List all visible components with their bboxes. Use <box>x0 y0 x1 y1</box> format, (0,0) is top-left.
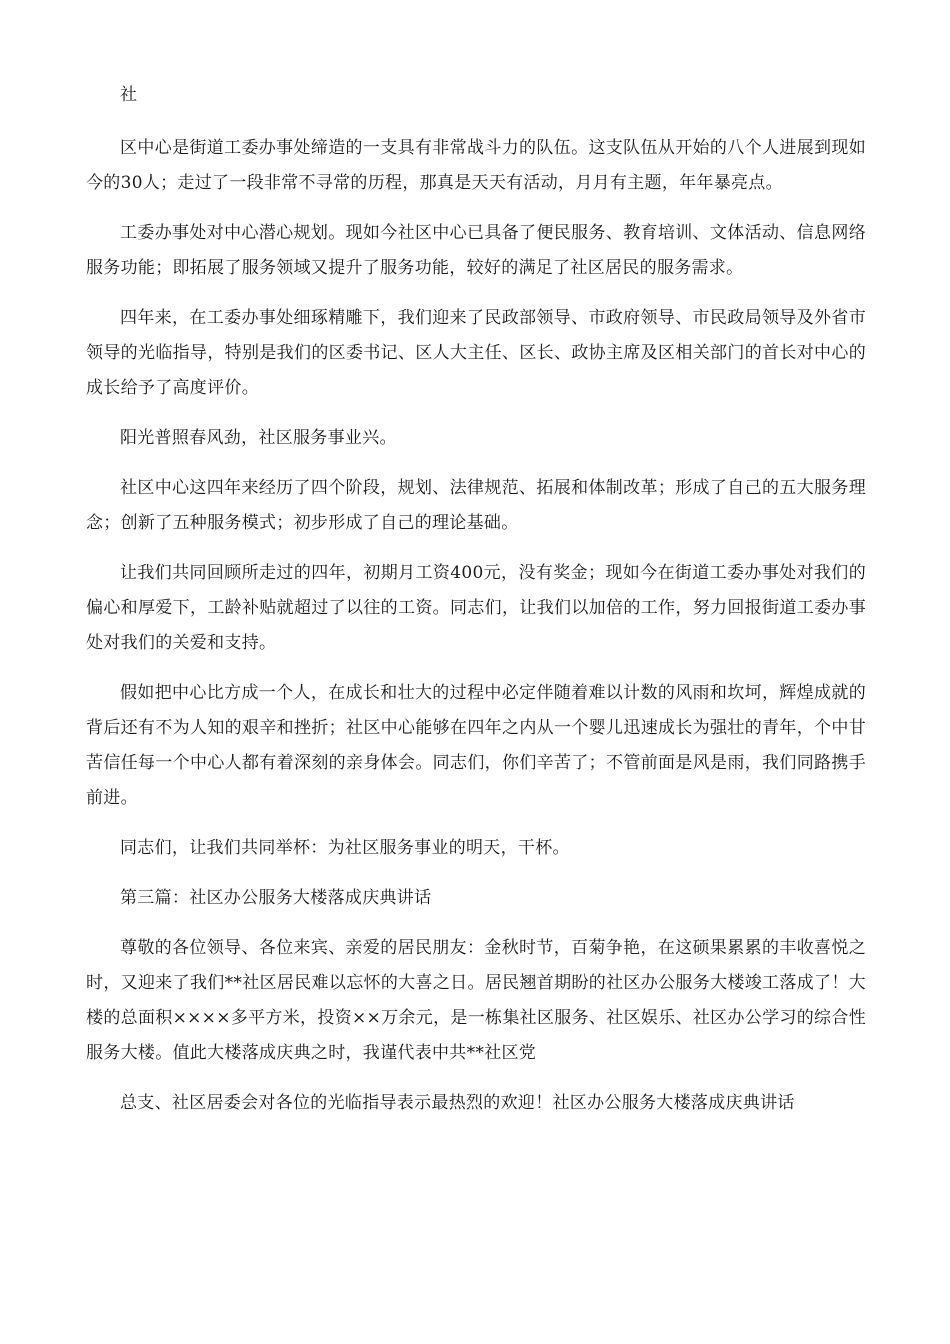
paragraph-5: 阳光普照春风劲，社区服务事业兴。 <box>120 428 397 448</box>
paragraph-12: 总支、社区居委会对各位的光临指导表示最热烈的欢迎！社区办公服务大楼落成庆典讲话 <box>120 1093 795 1113</box>
section-heading: 第三篇：社区办公服务大楼落成庆典讲话 <box>120 888 432 908</box>
paragraph-8: 假如把中心比方成一个人，在成长和壮大的过程中必定伴随着难以计数的风雨和坎坷，辉煌成就的背后还有不为人知的艰辛和挫折；社区中心能够在四年之内从一个婴儿迅速成长为强壮的青年，个中甘苦信任每一个中心人都有着深刻的亲身体会。同志们，你们辛苦了；不管前面是风是雨，我们同路携手前进。 <box>86 683 866 808</box>
paragraph-4: 四年来，在工委办事处细琢精雕下，我们迎来了民政部领导、市政府领导、市民政局领导及外省市领导的光临指导，特别是我们的区委书记、区人大主任、区长、政协主席及区相关部门的首长对中心的成长给予了高度评价。 <box>86 308 866 398</box>
document-body <box>86 78 866 1136</box>
paragraph-3: 工委办事处对中心潜心规划。现如今社区中心已具备了便民服务、教育培训、文体活动、信息网络服务功能；即拓展了服务领域又提升了服务功能，较好的满足了社区居民的服务需求。 <box>86 223 866 278</box>
paragraph-7: 让我们共同回顾所走过的四年，初期月工资400元，没有奖金；现如今在街道工委办事处对我们的偏心和厚爱下，工龄补贴就超过了以往的工资。同志们，让我们以加倍的工作，努力回报街道工委办事处对我们的关爱和支持。 <box>86 563 866 653</box>
paragraph-9: 同志们，让我们共同举杯：为社区服务事业的明天，干杯。 <box>120 838 570 858</box>
paragraph-6: 社区中心这四年来经历了四个阶段，规划、法律规范、拓展和体制改革；形成了自己的五大服务理念；创新了五种服务模式；初步形成了自己的理论基础。 <box>86 478 866 533</box>
paragraph-2: 区中心是街道工委办事处缔造的一支具有非常战斗力的队伍。这支队伍从开始的八个人进展到现如今的30人；走过了一段非常不寻常的历程，那真是天天有活动，月月有主题，年年暴亮点。 <box>86 138 866 193</box>
paragraph-1: 社 <box>120 85 138 105</box>
paragraph-11: 尊敬的各位领导、各位来宾、亲爱的居民朋友：金秋时节，百菊争艳，在这硕果累累的丰收喜悦之时，又迎来了我们**社区居民难以忘怀的大喜之日。居民翘首期盼的社区办公服务大楼竣工落成了！大楼的总面积××××多平方米，投资××万余元，是一栋集社区服务、社区娱乐、社区办公学习的综合性服务大楼。值此大楼落成庆典之时，我谨代表中共**社区党 <box>86 938 866 1063</box>
